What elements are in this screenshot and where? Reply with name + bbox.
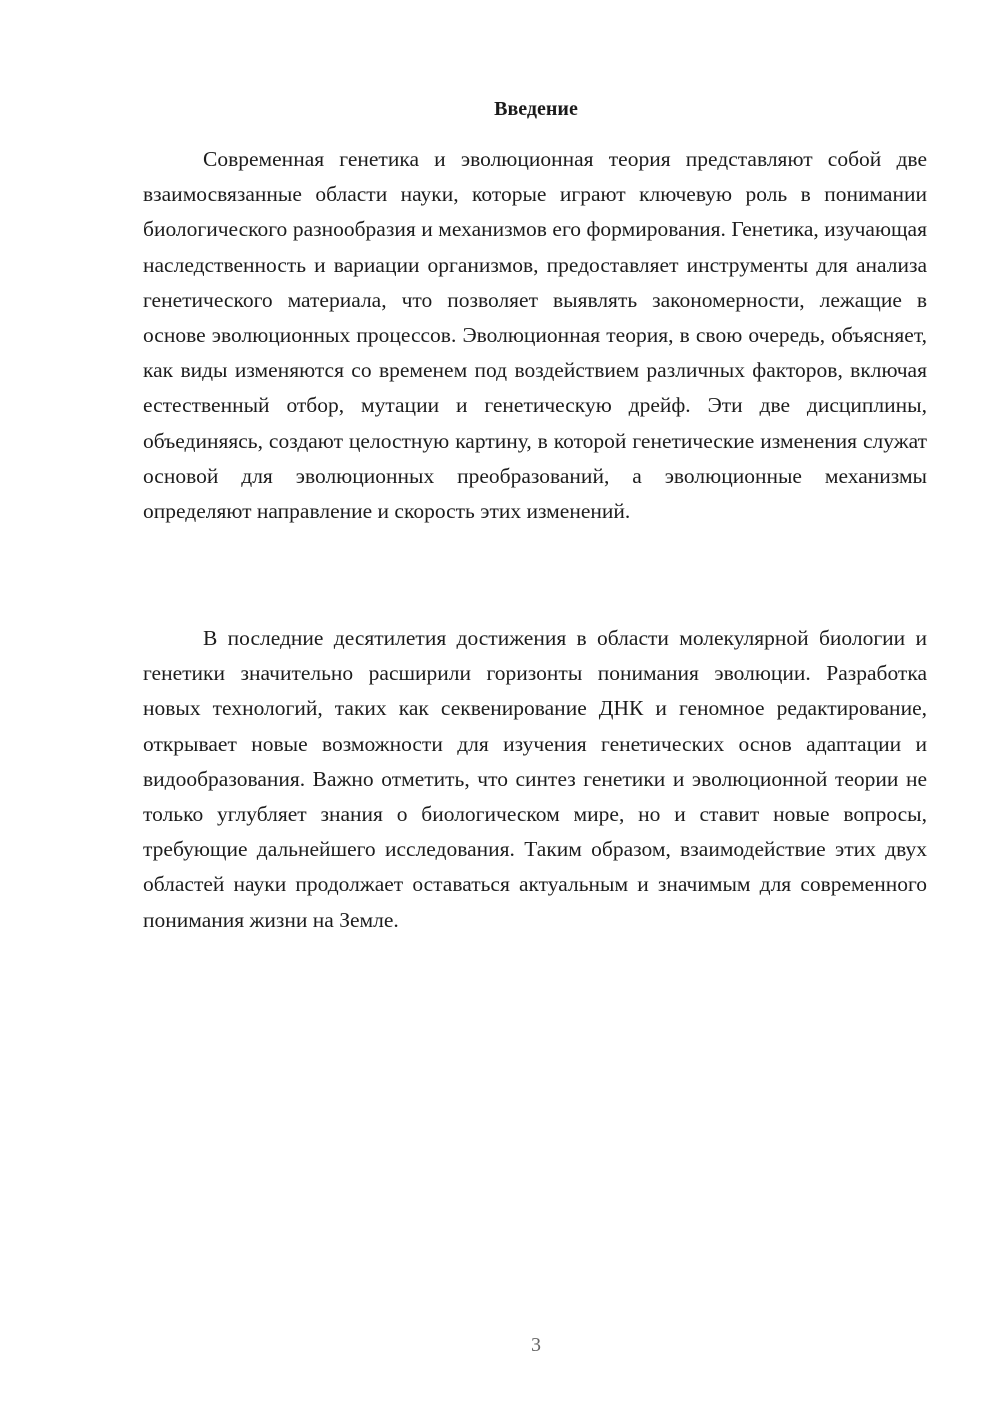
paragraph-2: В последние десятилетия достижения в области молекулярной биологии и генетики значительно расширили горизонты понимания эволюции. Разработка новых технологий, таких как секвенирование ДНК и геномное редактирование, открывает новые возможности для изучения генетических основ адаптации и видообразования. Важно отметить, что синтез генетики и эволюционной теории не только углубляет знания о биологическом мире, но и ставит новые вопросы, требующие дальнейшего исследования. Таким образом, взаимодействие этих двух областей науки продолжает оставаться актуальным и значимым для современного понимания жизни на Земле.	[143, 626, 927, 932]
section-heading: Введение	[494, 98, 578, 120]
paragraph-1: Современная генетика и эволюционная теория представляют собой две взаимосвязанные области науки, которые играют ключевую роль в понимании биологического разнообразия и механизмов его формирования. Генетика, изучающая наследственность и вариации организмов, предоставляет инструменты для анализа генетического материала, что позволяет выявлять закономерности, лежащие в основе эволюционных процессов. Эволюционная теория, в свою очередь, объясняет, как виды изменяются со временем под воздействием различных факторов, включая естественный отбор, мутации и генетическую дрейф. Эти две дисциплины, объединяясь, создают целостную картину, в которой генетические изменения служат основой для эволюционных преобразований, а эволюционные механизмы определяют направление и скорость этих изменений.	[143, 147, 927, 524]
page-number: 3	[531, 1334, 541, 1356]
